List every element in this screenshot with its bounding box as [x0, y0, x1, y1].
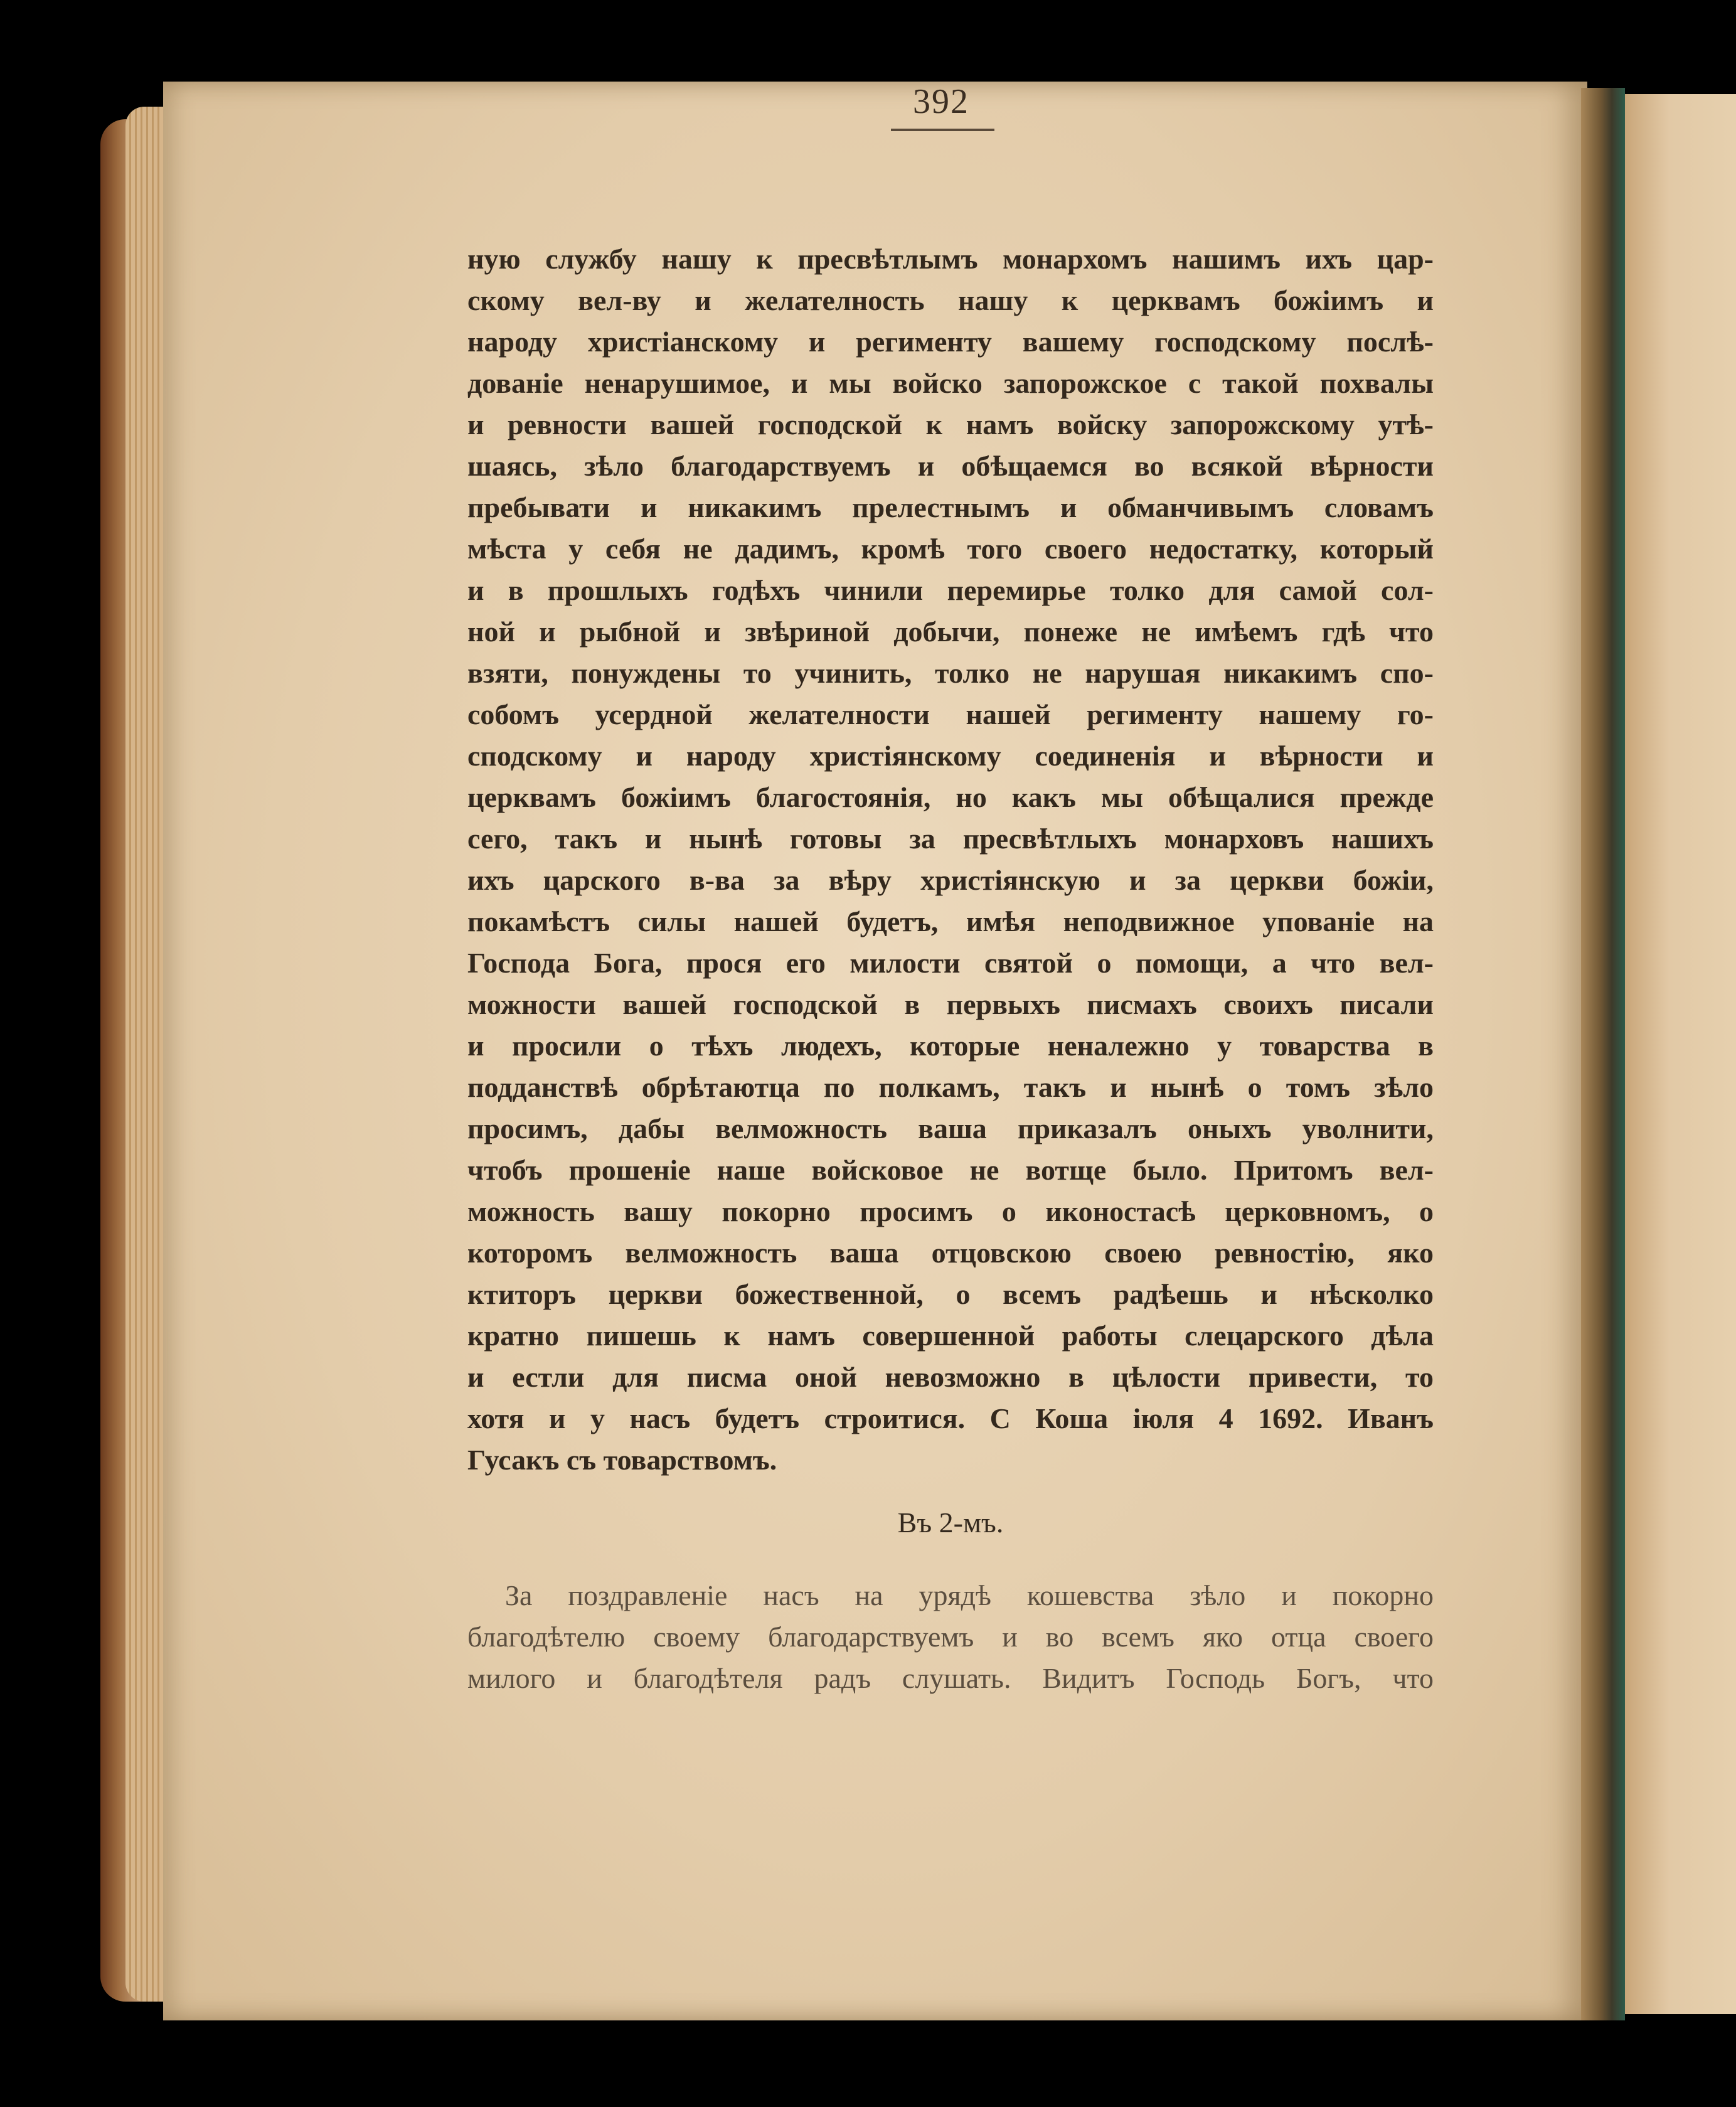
book-gutter [1581, 88, 1625, 2020]
text-line: мѣста у себя не дадимъ, кромѣ того своего недостатку, который [467, 533, 1434, 565]
text-line: За поздравленіе насъ на урядѣ кошевства зѣло и покорно [505, 1579, 1434, 1611]
text-line: благодѣтелю своему благодарствуемъ и во всемъ яко отца своего [467, 1621, 1434, 1653]
text-line: Господа Бога, прося его милости святой о помощи, а что вел- [467, 947, 1434, 979]
text-line: можности вашей господской в первыхъ писмахъ своихъ писали [467, 988, 1434, 1020]
text-line: шаясь, зѣло благодарствуемъ и обѣщаемся во всякой вѣрности [467, 450, 1434, 482]
text-line: просимъ, дабы велможность ваша приказалъ оныхъ уволнити, [467, 1112, 1434, 1144]
text-line: кратно пишешь к намъ совершенной работы слецарского дѣла [467, 1320, 1434, 1352]
page-number-rule [891, 129, 994, 131]
text-line: ихъ царского в-ва за вѣру христіянскую и за церкви божіи, [467, 864, 1434, 896]
text-line: взяти, понуждены то учинить, толко не нарушая никакимъ спо- [467, 657, 1434, 689]
text-line: Гусакъ съ товарствомъ. [467, 1444, 777, 1476]
text-line: сподскому и народу христіянскому соединенія и вѣрности и [467, 740, 1434, 772]
text-line: ной и рыбной и звѣриной добычи, понеже не имѣемъ гдѣ что [467, 616, 1434, 648]
text-line: и ревности вашей господской к намъ войску запорожскому утѣ- [467, 408, 1434, 440]
text-line: и просили о тѣхъ людехъ, которые неналежно у товарства в [467, 1030, 1434, 1062]
text-line: и в прошлыхъ годѣхъ чинили перемирье толко для самой сол- [467, 574, 1434, 606]
page-number: 392 [913, 82, 969, 121]
text-line: можность вашу покорно просимъ о иконостасѣ церковномъ, о [467, 1195, 1434, 1227]
text-line: покамѣстъ силы нашей будетъ, имѣя неподвижное упованіе на [467, 905, 1434, 937]
text-line: скому вел-ву и желателность нашу к церквамъ божіимъ и [467, 284, 1434, 316]
text-line: ную службу нашу к пресвѣтлымъ монархомъ нашимъ ихъ цар- [467, 243, 1434, 275]
section-heading: Въ 2-мъ. [897, 1507, 1004, 1539]
text-line: хотя и у насъ будетъ строитися. С Коша іюля 4 1692. Иванъ [467, 1402, 1434, 1434]
text-line: которомъ велможность ваша отцовскою своею ревностію, яко [467, 1237, 1434, 1269]
text-line: народу христіанскому и регименту вашему господскому послѣ- [467, 326, 1434, 358]
text-line: ктиторъ церкви божественной, о всемъ радѣешь и нѣсколко [467, 1278, 1434, 1310]
text-line: пребывати и никакимъ прелестнымъ и обманчивымъ словамъ [467, 491, 1434, 523]
text-line: церквамъ божіимъ благостоянія, но какъ мы обѣщалися прежде [467, 781, 1434, 813]
facing-page [1625, 94, 1736, 2014]
text-line: собомъ усердной желателности нашей регименту нашему го- [467, 698, 1434, 730]
text-line: дованіе ненарушимое, и мы войско запорожское с такой похвалы [467, 367, 1434, 399]
text-line: и естли для писма оной невозможно в цѣлости привести, то [467, 1361, 1434, 1393]
text-line: милого и благодѣтеля радъ слушать. Видитъ Господь Богъ, что [467, 1662, 1434, 1694]
text-line: подданствѣ обрѣтаютца по полкамъ, такъ и нынѣ о томъ зѣло [467, 1071, 1434, 1103]
text-line: чтобъ прошеніе наше войсковое не вотще было. Притомъ вел- [467, 1154, 1434, 1186]
text-line: сего, такъ и нынѣ готовы за пресвѣтлыхъ монарховъ нашихъ [467, 823, 1434, 855]
